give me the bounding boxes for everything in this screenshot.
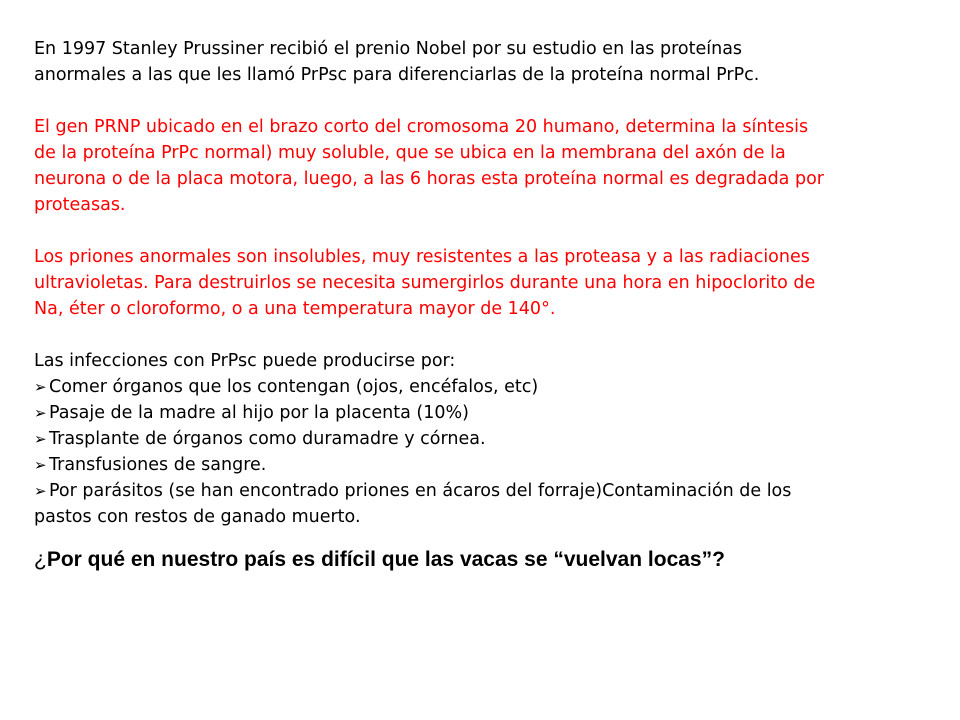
list-item xyxy=(34,400,934,426)
paragraph-spacer xyxy=(34,218,934,244)
paragraph-spacer xyxy=(34,322,934,348)
prions-line: ultravioletas. Para destruirlos se necesita sumergirlos durante una hora en hipoclorito de xyxy=(34,273,816,293)
list-item xyxy=(34,478,934,504)
list-item xyxy=(34,374,934,400)
intro-paragraph xyxy=(34,36,934,88)
arrowhead-bullet-icon: ➢ xyxy=(34,482,47,500)
question-text: Por qué en nuestro país es difícil que las vacas se “vuelvan locas”? xyxy=(46,548,725,571)
list-item xyxy=(34,426,934,452)
arrowhead-bullet-icon: ➢ xyxy=(34,404,47,422)
list-item-continuation: pastos con restos de ganado muerto. xyxy=(34,507,361,527)
gene-line: proteasas. xyxy=(34,195,126,215)
list-item-text: Trasplante de órganos como duramadre y córnea. xyxy=(49,429,486,449)
gene-line: de la proteína PrPc normal) muy soluble, que se ubica en la membrana del axón de la xyxy=(34,143,786,163)
paragraph-spacer xyxy=(34,88,934,114)
list-item-text: Pasaje de la madre al hijo por la placenta (10%) xyxy=(49,403,469,423)
infections-heading: Las infecciones con PrPsc puede producirse por: xyxy=(34,351,456,371)
gene-paragraph xyxy=(34,114,934,218)
arrowhead-bullet-icon: ➢ xyxy=(34,430,47,448)
closing-question xyxy=(34,545,934,575)
infections-section xyxy=(34,348,934,530)
list-item-text: Por parásitos (se han encontrado priones en ácaros del forraje)Contaminación de los xyxy=(49,481,792,501)
list-item xyxy=(34,452,934,478)
question-opening-mark: ¿ xyxy=(34,548,47,571)
gene-line: neurona o de la placa motora, luego, a las 6 horas esta proteína normal es degradada por xyxy=(34,169,824,189)
list-item-text: Comer órganos que los contengan (ojos, encéfalos, etc) xyxy=(49,377,539,397)
slide-content xyxy=(34,36,934,575)
prions-paragraph xyxy=(34,244,934,322)
arrowhead-bullet-icon: ➢ xyxy=(34,456,47,474)
infections-list xyxy=(34,374,934,504)
gene-line: El gen PRNP ubicado en el brazo corto del cromosoma 20 humano, determina la síntesis xyxy=(34,117,809,137)
list-item-text: Transfusiones de sangre. xyxy=(49,455,267,475)
intro-line: anormales a las que les llamó PrPsc para diferenciarlas de la proteína normal PrPc. xyxy=(34,65,760,85)
arrowhead-bullet-icon: ➢ xyxy=(34,378,47,396)
prions-line: Na, éter o cloroformo, o a una temperatura mayor de 140°. xyxy=(34,299,556,319)
prions-line: Los priones anormales son insolubles, muy resistentes a las proteasa y a las radiaciones xyxy=(34,247,810,267)
intro-line: En 1997 Stanley Prussiner recibió el prenio Nobel por su estudio en las proteínas xyxy=(34,39,743,59)
